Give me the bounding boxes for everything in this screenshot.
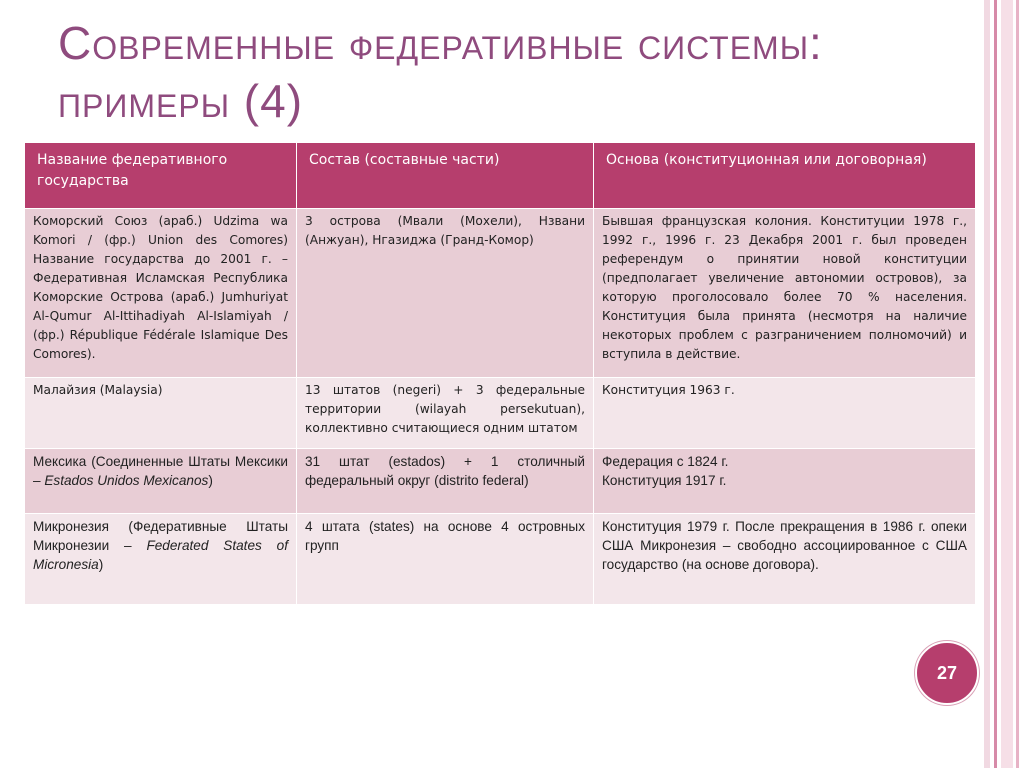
state-name-end: ) [208,473,213,488]
cell-state: Коморский Союз (араб.) Udzima wa Komori / (фр.) Union des Comores) Название государства до 2001 г. – Федеративная Исламская Республика Коморские Острова (араб.) Jumhuriyat Al-Qumur Al-Ittihadiyah Al-Islamiyah / (фр.) République Fédérale Islamique Des Comores). [25,209,297,378]
basis-line: Федерация с 1824 г. [602,454,729,469]
cell-basis: Конституция 1963 г. [594,378,976,449]
cell-basis: Бывшая французская колония. Конституции 1978 г., 1992 г., 1996 г. 23 Декабря 2001 г. был проведен референдум о принятии новой конституции (предполагает увеличение автономии островов), за которую проголосовало более 70 % населения. Конституция была принята (несмотря на наличие некоторых проблем с разграничением полномочий) и вступила в действие. [594,209,976,378]
cell-state [25,514,297,605]
slide-title [58,14,958,130]
header-basis: Основа (конституционная или договорная) [594,143,976,209]
decorative-stripes [984,0,1024,768]
basis-line: Конституция 1917 г. [602,473,727,488]
table-row [25,514,976,605]
table-row [25,378,976,449]
cell-composition: 3 острова (Мвали (Мохели), Нзвани (Анжуан), Нгазиджа (Гранд-Комор) [297,209,594,378]
state-name-end: ) [98,557,104,572]
stripe [1001,0,1013,768]
cell-state: Малайзия (Malaysia) [25,378,297,449]
title-line-2: примеры (4) [58,75,304,127]
state-name: Мексика (Соединенные Штаты Мексики – [33,454,288,488]
federations-table [24,142,976,605]
table-row [25,449,976,514]
stripe [1016,0,1019,768]
stripe [994,0,997,768]
header-composition: Состав (составные части) [297,143,594,209]
cell-composition: 4 штата (states) на основе 4 островных групп [297,514,594,605]
state-name: Микронезия (Федеративные Штаты Микронезии – [33,519,288,553]
stripe [984,0,990,768]
title-line-1: Современные федеративные системы: [58,17,823,69]
cell-composition: 13 штатов (negeri) + 3 федеральные территории (wilayah persekutuan), коллективно считающиеся одним штатом [297,378,594,449]
table-header-row [25,143,976,209]
table-row [25,209,976,378]
cell-basis: Конституция 1979 г. После прекращения в 1986 г. опеки США Микронезия – свободно ассоциированное с США государство (на основе договора). [594,514,976,605]
cell-basis [594,449,976,514]
cell-state [25,449,297,514]
header-state: Название федеративного государства [25,143,297,209]
cell-composition: 31 штат (estados) + 1 столичный федеральный округ (distrito federal) [297,449,594,514]
page-number-badge: 27 [915,641,979,705]
state-native-name: Federated States of Micronesia [33,538,288,572]
state-native-name: Estados Unidos Mexicanos [44,473,209,488]
